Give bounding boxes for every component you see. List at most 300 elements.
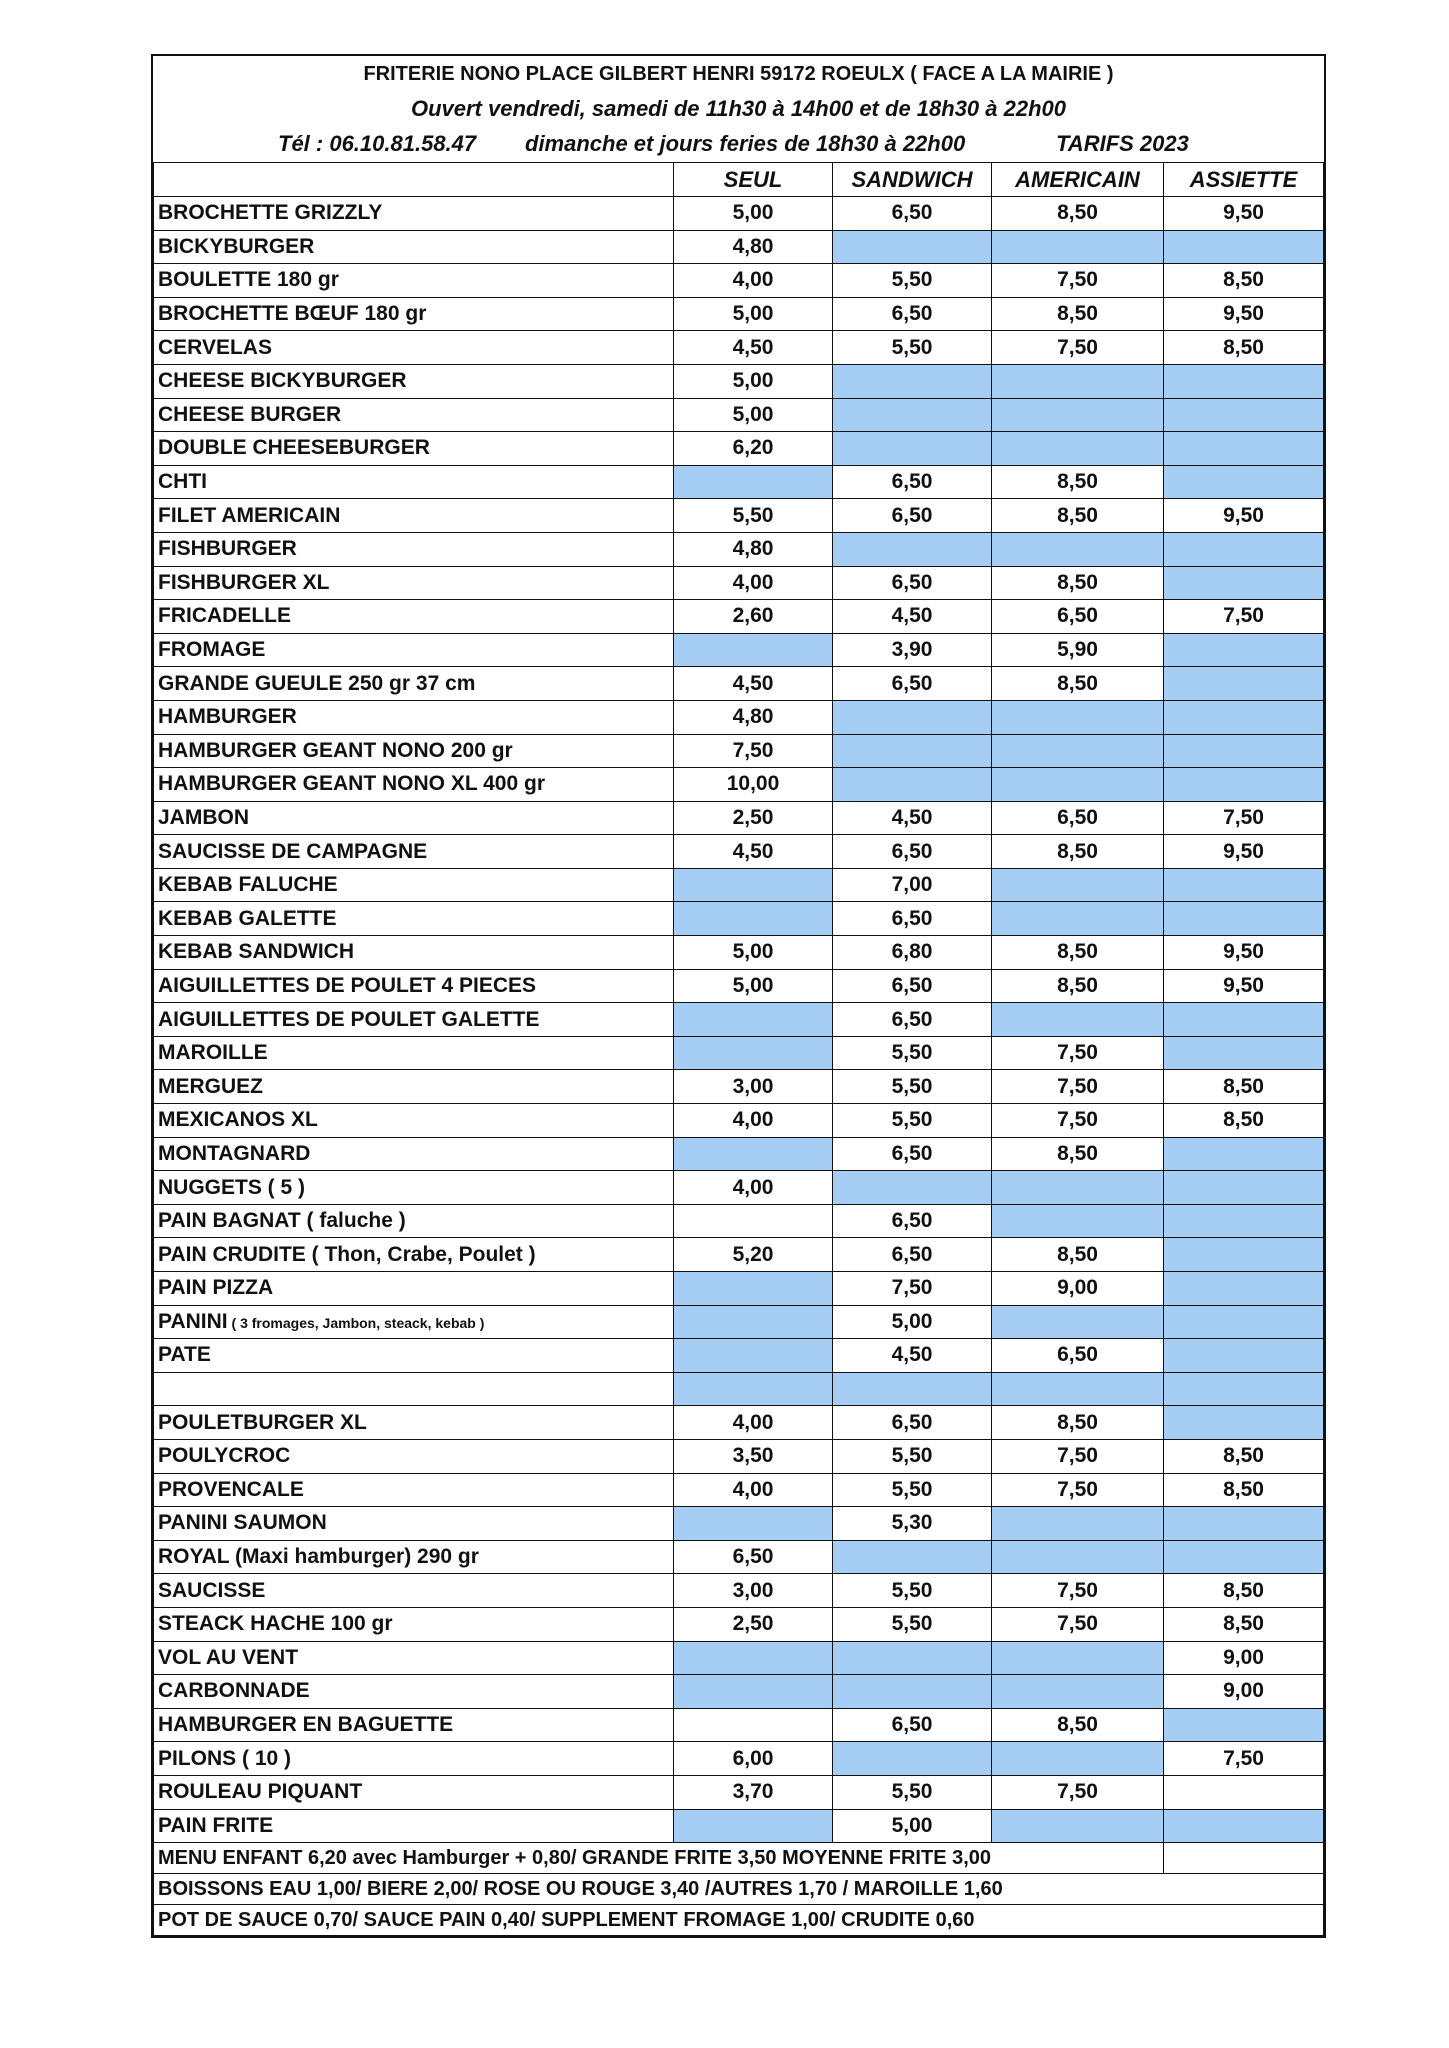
price-americain: 8,50 bbox=[992, 465, 1164, 499]
price-assiette bbox=[1164, 1204, 1324, 1238]
price-sandwich bbox=[833, 398, 992, 432]
price-seul: 4,00 bbox=[674, 566, 833, 600]
table-row bbox=[154, 1439, 1324, 1473]
table-row bbox=[154, 1675, 1324, 1709]
item-name-text: SAUCISSE bbox=[158, 1578, 266, 1602]
footer-empty-cell bbox=[1164, 1843, 1324, 1874]
price-seul: 10,00 bbox=[674, 768, 833, 802]
price-seul: 4,00 bbox=[674, 264, 833, 298]
price-sandwich: 6,50 bbox=[833, 902, 992, 936]
price-seul: 2,50 bbox=[674, 801, 833, 835]
price-assiette bbox=[1164, 1003, 1324, 1037]
table-row bbox=[154, 667, 1324, 701]
price-sandwich: 6,50 bbox=[833, 197, 992, 231]
price-americain: 8,50 bbox=[992, 297, 1164, 331]
price-americain: 8,50 bbox=[992, 197, 1164, 231]
price-rows bbox=[154, 197, 1324, 1843]
price-sandwich: 5,50 bbox=[833, 1036, 992, 1070]
item-name bbox=[154, 768, 674, 802]
price-sandwich: 4,50 bbox=[833, 801, 992, 835]
price-assiette bbox=[1164, 1171, 1324, 1205]
footer-row bbox=[154, 1843, 1324, 1874]
item-name-text: SAUCISSE DE CAMPAGNE bbox=[158, 839, 428, 863]
price-seul: 5,20 bbox=[674, 1238, 833, 1272]
price-seul bbox=[674, 1708, 833, 1742]
price-sandwich bbox=[833, 1540, 992, 1574]
price-sandwich: 6,50 bbox=[833, 1204, 992, 1238]
table-row bbox=[154, 633, 1324, 667]
item-name-text: GRANDE GUEULE 250 gr 37 cm bbox=[158, 671, 476, 695]
item-name-text: NUGGETS ( 5 ) bbox=[158, 1175, 306, 1199]
price-americain bbox=[992, 1204, 1164, 1238]
item-name bbox=[154, 1607, 674, 1641]
price-seul: 4,80 bbox=[674, 532, 833, 566]
item-name bbox=[154, 1272, 674, 1306]
price-assiette bbox=[1164, 1238, 1324, 1272]
item-name bbox=[154, 1775, 674, 1809]
price-sandwich: 6,50 bbox=[833, 667, 992, 701]
price-assiette: 8,50 bbox=[1164, 1070, 1324, 1104]
header-tarifs: TARIFS 2023 bbox=[1056, 131, 1189, 156]
price-sandwich bbox=[833, 1641, 992, 1675]
table-row bbox=[154, 936, 1324, 970]
item-name bbox=[154, 1742, 674, 1776]
price-sandwich: 6,50 bbox=[833, 465, 992, 499]
item-name-text: ROYAL (Maxi hamburger) 290 gr bbox=[158, 1545, 479, 1569]
header-phone: Tél : 06.10.81.58.47 bbox=[278, 131, 477, 156]
price-americain bbox=[992, 1372, 1164, 1406]
item-name bbox=[154, 1574, 674, 1608]
table-row bbox=[154, 1607, 1324, 1641]
price-americain bbox=[992, 364, 1164, 398]
item-name bbox=[154, 936, 674, 970]
price-assiette: 8,50 bbox=[1164, 1104, 1324, 1138]
price-sandwich bbox=[833, 230, 992, 264]
price-seul bbox=[674, 1372, 833, 1406]
price-americain bbox=[992, 768, 1164, 802]
item-name bbox=[154, 297, 674, 331]
price-assiette: 9,50 bbox=[1164, 835, 1324, 869]
item-name-text: DOUBLE CHEESEBURGER bbox=[158, 436, 430, 460]
table-row bbox=[154, 1339, 1324, 1373]
price-sandwich: 6,50 bbox=[833, 1238, 992, 1272]
price-sandwich: 6,50 bbox=[833, 566, 992, 600]
item-name-text: FROMAGE bbox=[158, 638, 266, 662]
item-name-text: HAMBURGER bbox=[158, 705, 297, 729]
table-row bbox=[154, 835, 1324, 869]
price-assiette bbox=[1164, 667, 1324, 701]
header-sunday-hours: dimanche et jours feries de 18h30 à 22h00 bbox=[525, 131, 966, 156]
table-row bbox=[154, 465, 1324, 499]
item-name-text: FISHBURGER XL bbox=[158, 570, 330, 594]
price-americain bbox=[992, 432, 1164, 466]
price-assiette bbox=[1164, 1036, 1324, 1070]
table-row bbox=[154, 364, 1324, 398]
price-americain bbox=[992, 398, 1164, 432]
item-name bbox=[154, 1305, 674, 1339]
item-name bbox=[154, 868, 674, 902]
item-name bbox=[154, 667, 674, 701]
price-seul: 3,50 bbox=[674, 1439, 833, 1473]
price-assiette bbox=[1164, 700, 1324, 734]
item-name-text: FRICADELLE bbox=[158, 604, 291, 628]
price-assiette bbox=[1164, 364, 1324, 398]
item-name bbox=[154, 364, 674, 398]
price-seul bbox=[674, 1305, 833, 1339]
item-name bbox=[154, 398, 674, 432]
price-seul: 5,00 bbox=[674, 398, 833, 432]
price-americain bbox=[992, 700, 1164, 734]
item-name-text: HAMBURGER EN BAGUETTE bbox=[158, 1713, 454, 1737]
price-americain: 6,50 bbox=[992, 1339, 1164, 1373]
price-americain: 6,50 bbox=[992, 600, 1164, 634]
price-assiette: 8,50 bbox=[1164, 1473, 1324, 1507]
item-name-text: CHEESE BURGER bbox=[158, 402, 342, 426]
price-americain bbox=[992, 868, 1164, 902]
table-row bbox=[154, 1204, 1324, 1238]
price-sandwich: 5,50 bbox=[833, 1574, 992, 1608]
price-assiette bbox=[1164, 532, 1324, 566]
price-assiette bbox=[1164, 902, 1324, 936]
price-assiette bbox=[1164, 1507, 1324, 1541]
price-sandwich: 4,50 bbox=[833, 600, 992, 634]
price-americain bbox=[992, 1742, 1164, 1776]
table-row bbox=[154, 1238, 1324, 1272]
item-name bbox=[154, 1070, 674, 1104]
footer-row bbox=[154, 1905, 1324, 1936]
item-name bbox=[154, 197, 674, 231]
price-assiette: 9,50 bbox=[1164, 197, 1324, 231]
table-row bbox=[154, 768, 1324, 802]
header-address: FRITERIE NONO PLACE GILBERT HENRI 59172 ROEULX ( FACE A LA MAIRIE ) bbox=[363, 63, 1114, 85]
price-table bbox=[153, 162, 1324, 1936]
price-sandwich: 6,50 bbox=[833, 969, 992, 1003]
column-header-assiette: ASSIETTE bbox=[1164, 163, 1324, 197]
price-sandwich bbox=[833, 1171, 992, 1205]
price-seul: 4,00 bbox=[674, 1473, 833, 1507]
price-americain: 7,50 bbox=[992, 1473, 1164, 1507]
item-name bbox=[154, 1809, 674, 1843]
price-assiette bbox=[1164, 633, 1324, 667]
price-seul: 4,50 bbox=[674, 835, 833, 869]
table-row bbox=[154, 432, 1324, 466]
price-sandwich bbox=[833, 1675, 992, 1709]
table-row bbox=[154, 600, 1324, 634]
price-seul: 4,50 bbox=[674, 667, 833, 701]
item-name bbox=[154, 734, 674, 768]
item-name bbox=[154, 1675, 674, 1709]
price-sandwich: 5,00 bbox=[833, 1809, 992, 1843]
item-name-text: FISHBURGER bbox=[158, 537, 297, 561]
price-sandwich: 5,50 bbox=[833, 331, 992, 365]
item-name-text: POULETBURGER XL bbox=[158, 1410, 367, 1434]
item-name-text: PANINI SAUMON bbox=[158, 1511, 327, 1535]
price-sandwich: 7,00 bbox=[833, 868, 992, 902]
price-sandwich: 6,50 bbox=[833, 1406, 992, 1440]
price-americain bbox=[992, 902, 1164, 936]
price-seul bbox=[674, 1272, 833, 1306]
price-assiette bbox=[1164, 465, 1324, 499]
item-name bbox=[154, 969, 674, 1003]
price-seul: 3,00 bbox=[674, 1574, 833, 1608]
price-seul: 5,00 bbox=[674, 297, 833, 331]
table-row bbox=[154, 331, 1324, 365]
column-header-name bbox=[154, 163, 674, 197]
price-sandwich: 7,50 bbox=[833, 1272, 992, 1306]
item-name-text: MONTAGNARD bbox=[158, 1141, 311, 1165]
price-seul: 3,00 bbox=[674, 1070, 833, 1104]
price-sandwich: 5,00 bbox=[833, 1305, 992, 1339]
item-name bbox=[154, 1171, 674, 1205]
item-name bbox=[154, 1339, 674, 1373]
price-sandwich: 5,50 bbox=[833, 1775, 992, 1809]
price-seul: 4,00 bbox=[674, 1171, 833, 1205]
price-assiette: 9,50 bbox=[1164, 969, 1324, 1003]
price-seul: 4,50 bbox=[674, 331, 833, 365]
table-row bbox=[154, 700, 1324, 734]
table-row bbox=[154, 734, 1324, 768]
price-americain: 7,50 bbox=[992, 331, 1164, 365]
item-name bbox=[154, 1104, 674, 1138]
item-name bbox=[154, 465, 674, 499]
footer-boissons: BOISSONS EAU 1,00/ BIERE 2,00/ ROSE OU ROUGE 3,40 /AUTRES 1,70 / MAROILLE 1,60 bbox=[154, 1874, 1324, 1905]
price-americain bbox=[992, 1641, 1164, 1675]
price-americain: 7,50 bbox=[992, 1104, 1164, 1138]
table-row bbox=[154, 1775, 1324, 1809]
price-sandwich: 5,50 bbox=[833, 1439, 992, 1473]
table-row bbox=[154, 1540, 1324, 1574]
table-row bbox=[154, 1406, 1324, 1440]
item-name-text: PATE bbox=[158, 1343, 211, 1367]
item-name bbox=[154, 1204, 674, 1238]
price-americain bbox=[992, 734, 1164, 768]
header-hours: Ouvert vendredi, samedi de 11h30 à 14h00 et de 18h30 à 22h00 bbox=[410, 96, 1067, 121]
price-sandwich: 6,50 bbox=[833, 1137, 992, 1171]
price-sandwich: 6,50 bbox=[833, 499, 992, 533]
price-seul bbox=[674, 902, 833, 936]
price-seul: 4,00 bbox=[674, 1104, 833, 1138]
item-name-text: BOULETTE 180 gr bbox=[158, 268, 339, 292]
item-name-text: JAMBON bbox=[158, 805, 250, 829]
item-name-text: PAIN CRUDITE ( Thon, Crabe, Poulet ) bbox=[158, 1242, 536, 1266]
item-name-text: CARBONNADE bbox=[158, 1679, 310, 1703]
price-seul bbox=[674, 1507, 833, 1541]
price-americain: 8,50 bbox=[992, 1238, 1164, 1272]
item-name-text: KEBAB FALUCHE bbox=[158, 873, 338, 897]
item-name bbox=[154, 600, 674, 634]
price-sandwich bbox=[833, 768, 992, 802]
price-seul: 2,50 bbox=[674, 1607, 833, 1641]
price-americain: 7,50 bbox=[992, 1607, 1164, 1641]
price-assiette bbox=[1164, 398, 1324, 432]
item-name bbox=[154, 1036, 674, 1070]
price-assiette bbox=[1164, 868, 1324, 902]
price-assiette bbox=[1164, 1775, 1324, 1809]
price-americain: 7,50 bbox=[992, 1036, 1164, 1070]
price-seul bbox=[674, 1204, 833, 1238]
price-assiette: 8,50 bbox=[1164, 331, 1324, 365]
price-sandwich: 6,50 bbox=[833, 297, 992, 331]
price-sandwich bbox=[833, 432, 992, 466]
price-sandwich: 6,80 bbox=[833, 936, 992, 970]
item-name-text: PAIN FRITE bbox=[158, 1813, 274, 1837]
column-header-americain: AMERICAIN bbox=[992, 163, 1164, 197]
price-seul: 6,20 bbox=[674, 432, 833, 466]
item-name-text: AIGUILLETTES DE POULET 4 PIECES bbox=[158, 973, 537, 997]
price-sandwich: 5,50 bbox=[833, 1070, 992, 1104]
price-sandwich: 5,30 bbox=[833, 1507, 992, 1541]
item-name-text: BICKYBURGER bbox=[158, 234, 315, 258]
item-name bbox=[154, 1439, 674, 1473]
table-row bbox=[154, 1708, 1324, 1742]
price-americain: 7,50 bbox=[992, 1070, 1164, 1104]
table-row bbox=[154, 868, 1324, 902]
item-name-text: CHTI bbox=[158, 470, 207, 494]
price-seul bbox=[674, 465, 833, 499]
item-name-text: MAROILLE bbox=[158, 1041, 268, 1065]
item-name-detail: ( 3 fromages, Jambon, steack, kebab ) bbox=[227, 1314, 485, 1331]
price-seul: 5,00 bbox=[674, 969, 833, 1003]
price-seul bbox=[674, 1003, 833, 1037]
price-assiette bbox=[1164, 1272, 1324, 1306]
price-americain bbox=[992, 1171, 1164, 1205]
price-sandwich: 3,90 bbox=[833, 633, 992, 667]
item-name bbox=[154, 1540, 674, 1574]
item-name bbox=[154, 902, 674, 936]
price-americain: 7,50 bbox=[992, 264, 1164, 298]
table-row bbox=[154, 566, 1324, 600]
price-assiette: 7,50 bbox=[1164, 1742, 1324, 1776]
price-assiette bbox=[1164, 1137, 1324, 1171]
price-seul: 6,50 bbox=[674, 1540, 833, 1574]
price-seul bbox=[674, 1137, 833, 1171]
column-header-row bbox=[154, 163, 1324, 197]
item-name bbox=[154, 1406, 674, 1440]
price-seul: 6,00 bbox=[674, 1742, 833, 1776]
item-name bbox=[154, 1372, 674, 1406]
price-sandwich bbox=[833, 700, 992, 734]
price-assiette: 8,50 bbox=[1164, 1574, 1324, 1608]
price-seul: 5,50 bbox=[674, 499, 833, 533]
price-americain: 7,50 bbox=[992, 1775, 1164, 1809]
price-assiette bbox=[1164, 566, 1324, 600]
item-name-text: PROVENCALE bbox=[158, 1477, 304, 1501]
table-row bbox=[154, 532, 1324, 566]
item-name bbox=[154, 331, 674, 365]
item-name bbox=[154, 801, 674, 835]
table-row bbox=[154, 230, 1324, 264]
price-assiette: 8,50 bbox=[1164, 1439, 1324, 1473]
table-row bbox=[154, 1171, 1324, 1205]
table-row bbox=[154, 264, 1324, 298]
table-row bbox=[154, 197, 1324, 231]
price-assiette: 8,50 bbox=[1164, 1607, 1324, 1641]
price-americain: 8,50 bbox=[992, 1406, 1164, 1440]
price-assiette: 9,00 bbox=[1164, 1641, 1324, 1675]
price-seul bbox=[674, 1339, 833, 1373]
table-row bbox=[154, 969, 1324, 1003]
price-sandwich: 6,50 bbox=[833, 1003, 992, 1037]
item-name-text: PANINI bbox=[158, 1309, 228, 1333]
table-row bbox=[154, 1070, 1324, 1104]
table-row bbox=[154, 1507, 1324, 1541]
item-name bbox=[154, 230, 674, 264]
table-row bbox=[154, 1641, 1324, 1675]
footer-menu-enfant: MENU ENFANT 6,20 avec Hamburger + 0,80/ GRANDE FRITE 3,50 MOYENNE FRITE 3,00 bbox=[154, 1843, 1164, 1874]
item-name-text: HAMBURGER GEANT NONO XL 400 gr bbox=[158, 772, 545, 796]
price-sandwich bbox=[833, 364, 992, 398]
item-name-text: PAIN BAGNAT ( faluche ) bbox=[158, 1209, 406, 1233]
price-americain: 8,50 bbox=[992, 1708, 1164, 1742]
price-americain: 8,50 bbox=[992, 1137, 1164, 1171]
item-name bbox=[154, 1507, 674, 1541]
price-sandwich: 5,50 bbox=[833, 1473, 992, 1507]
price-americain: 8,50 bbox=[992, 969, 1164, 1003]
price-assiette bbox=[1164, 432, 1324, 466]
table-row bbox=[154, 1742, 1324, 1776]
price-americain: 6,50 bbox=[992, 801, 1164, 835]
item-name bbox=[154, 1003, 674, 1037]
table-row bbox=[154, 398, 1324, 432]
price-assiette: 7,50 bbox=[1164, 600, 1324, 634]
price-assiette bbox=[1164, 768, 1324, 802]
price-seul: 5,00 bbox=[674, 364, 833, 398]
price-americain bbox=[992, 1809, 1164, 1843]
item-name-text: PILONS ( 10 ) bbox=[158, 1746, 292, 1770]
price-seul bbox=[674, 1641, 833, 1675]
price-seul bbox=[674, 868, 833, 902]
price-sandwich: 5,50 bbox=[833, 1607, 992, 1641]
price-seul bbox=[674, 1036, 833, 1070]
footer-rows bbox=[154, 1843, 1324, 1936]
table-row bbox=[154, 801, 1324, 835]
price-seul: 4,80 bbox=[674, 230, 833, 264]
item-name bbox=[154, 264, 674, 298]
item-name-text: KEBAB GALETTE bbox=[158, 906, 337, 930]
table-row bbox=[154, 1003, 1324, 1037]
footer-sauces: POT DE SAUCE 0,70/ SAUCE PAIN 0,40/ SUPPLEMENT FROMAGE 1,00/ CRUDITE 0,60 bbox=[154, 1905, 1324, 1936]
price-americain: 8,50 bbox=[992, 566, 1164, 600]
price-seul: 2,60 bbox=[674, 600, 833, 634]
item-name-text: KEBAB SANDWICH bbox=[158, 940, 354, 964]
price-americain: 7,50 bbox=[992, 1439, 1164, 1473]
table-row bbox=[154, 1574, 1324, 1608]
price-americain bbox=[992, 1540, 1164, 1574]
header-contact-line bbox=[153, 126, 1324, 162]
price-americain bbox=[992, 1003, 1164, 1037]
table-row bbox=[154, 1372, 1324, 1406]
price-seul: 4,00 bbox=[674, 1406, 833, 1440]
price-seul bbox=[674, 1809, 833, 1843]
price-sandwich: 6,50 bbox=[833, 1708, 992, 1742]
item-name bbox=[154, 532, 674, 566]
price-sandwich bbox=[833, 1372, 992, 1406]
price-assiette bbox=[1164, 230, 1324, 264]
item-name-text: MEXICANOS XL bbox=[158, 1108, 318, 1132]
table-row bbox=[154, 1104, 1324, 1138]
price-assiette bbox=[1164, 734, 1324, 768]
item-name-text: HAMBURGER GEANT NONO 200 gr bbox=[158, 738, 513, 762]
item-name-text: CHEESE BICKYBURGER bbox=[158, 369, 407, 393]
price-assiette: 9,00 bbox=[1164, 1675, 1324, 1709]
price-sandwich: 5,50 bbox=[833, 1104, 992, 1138]
price-assiette: 9,50 bbox=[1164, 297, 1324, 331]
price-seul: 5,00 bbox=[674, 936, 833, 970]
price-assiette: 9,50 bbox=[1164, 499, 1324, 533]
price-americain bbox=[992, 1507, 1164, 1541]
table-row bbox=[154, 1305, 1324, 1339]
price-americain: 8,50 bbox=[992, 499, 1164, 533]
